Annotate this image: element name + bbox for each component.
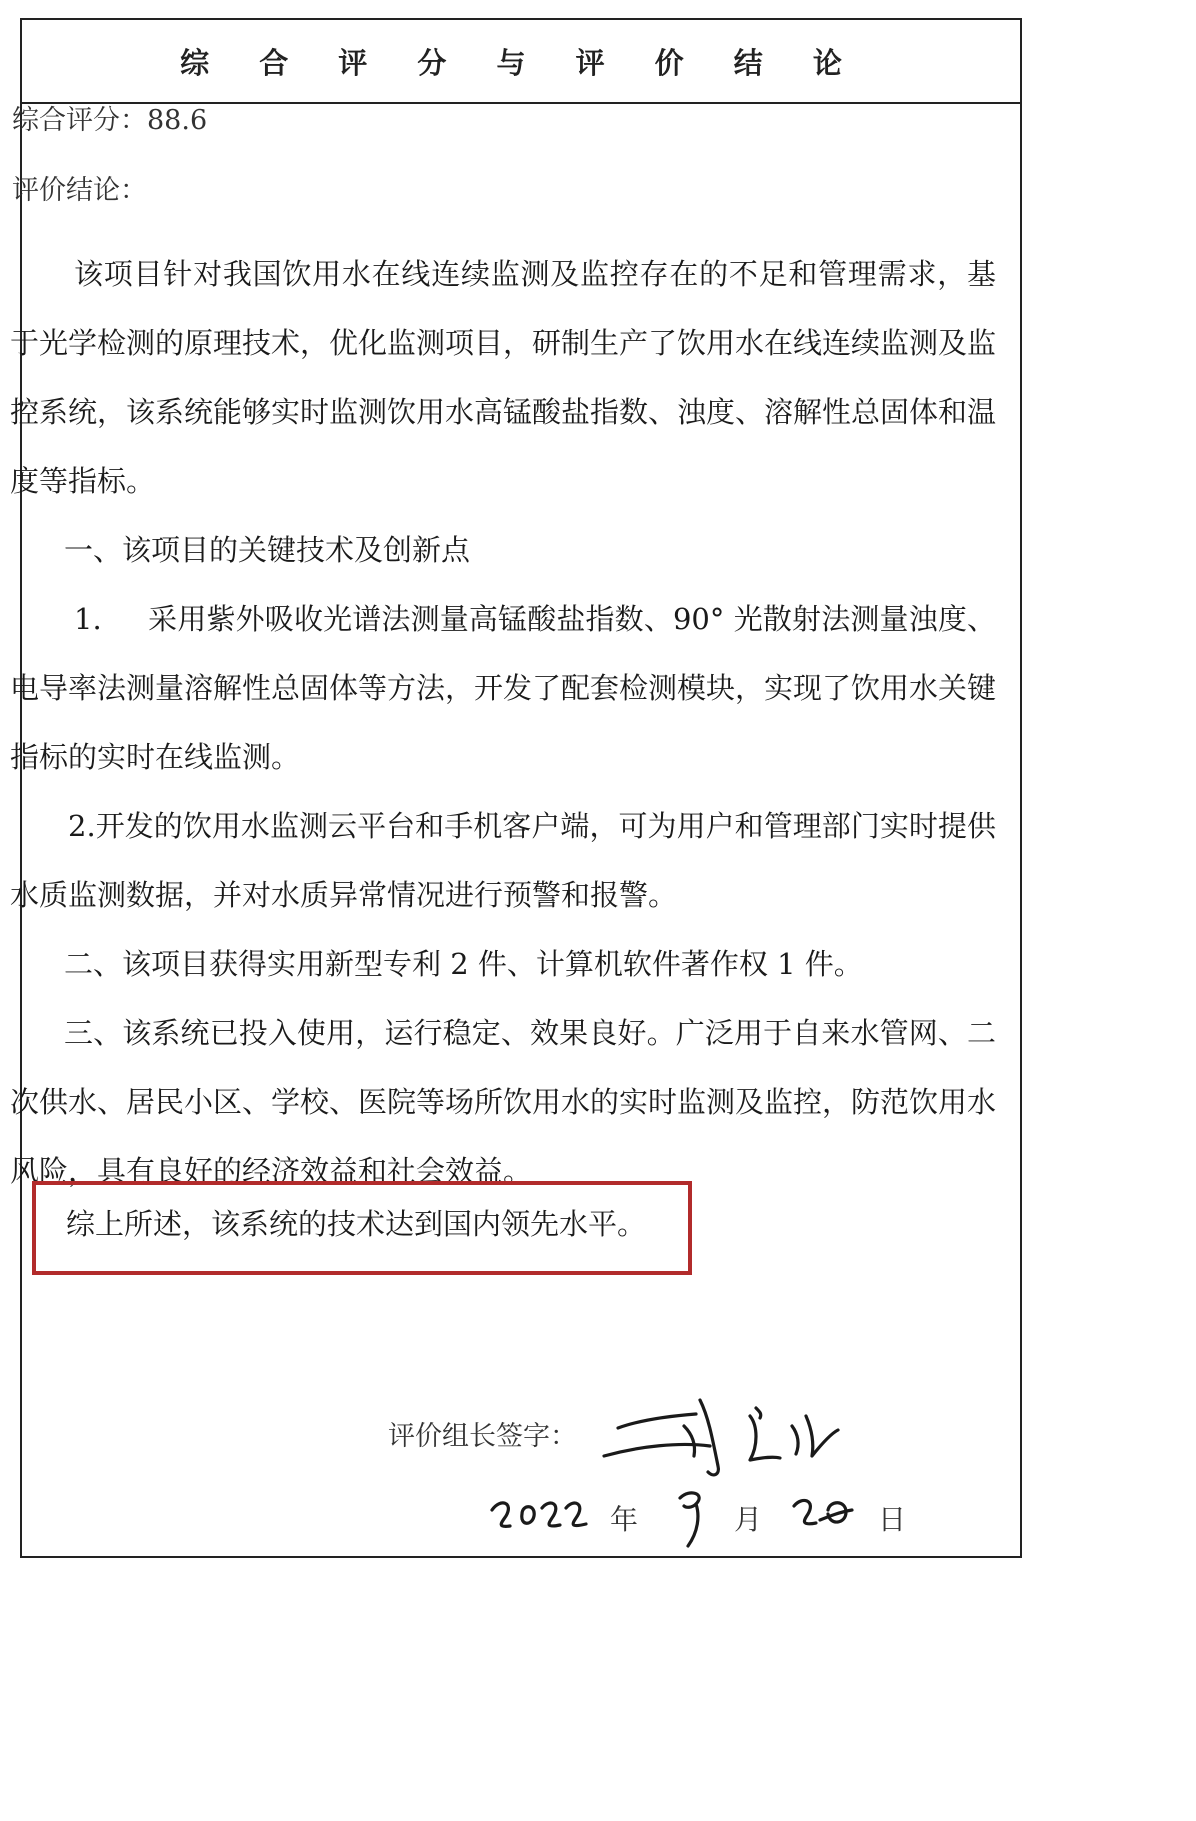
innovation-item-1 [10, 585, 996, 792]
section-3-application: 三、该系统已投入使用，运行稳定、效果良好。广泛用于自来水管网、二次供水、居民小区、学校、医院等场所饮用水的实时监测及监控，防范饮用水风险，具有良好的经济效益和社会效益。 [10, 1016, 997, 1188]
final-conclusion: 综上所述，该系统的技术达到国内领先水平。 [66, 1207, 647, 1241]
evaluation-body [0, 240, 1000, 1206]
overall-score: 综合评分：88.6 [12, 105, 208, 136]
handwritten-signature [600, 1386, 850, 1486]
handwritten-year [486, 1490, 590, 1536]
innovation-item-2: 2.开发的饮用水监测云平台和手机客户端，可为用户和管理部门实时提供水质监测数据，并对水质异常情况进行预警和报警。 [10, 809, 996, 912]
form-title: 综 合 评 分 与 评 价 结 论 [180, 45, 862, 80]
signing-date [486, 1484, 926, 1554]
section-2-patents: 二、该项目获得实用新型专利 2 件、计算机软件著作权 1 件。 [64, 947, 863, 981]
signature-label: 评价组长签字： [388, 1421, 577, 1452]
handwritten-month [672, 1486, 712, 1550]
section-1-heading: 一、该项目的关键技术及创新点 [64, 533, 471, 567]
year-char: 年 [610, 1503, 639, 1536]
conclusion-label: 评价结论： [12, 175, 147, 206]
title-row [22, 20, 1020, 104]
day-char: 日 [878, 1503, 907, 1536]
item-1-number: 1. [74, 602, 102, 636]
item-1-text: 采用紫外吸收光谱法测量高锰酸盐指数、90° 光散射法测量浊度、电导率法测量溶解性总固体等方法，开发了配套检测模块，实现了饮用水关键指标的实时在线监测。 [10, 602, 997, 774]
handwritten-day [790, 1490, 860, 1536]
intro-paragraph: 该项目针对我国饮用水在线连续监测及监控存在的不足和管理需求，基于光学检测的原理技术，优化监测项目，研制生产了饮用水在线连续监测及监控系统，该系统能够实时监测饮用水高锰酸盐指数、浊度、溶解性总固体和温度等指标。 [10, 257, 997, 498]
month-char: 月 [734, 1503, 763, 1536]
